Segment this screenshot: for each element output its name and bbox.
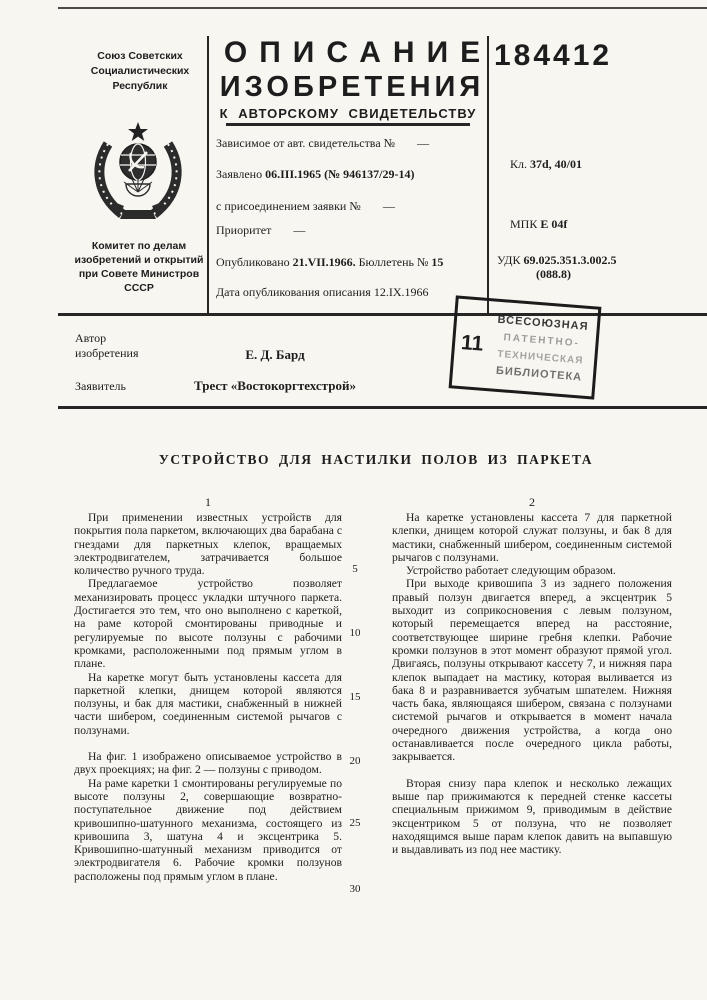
author-label: Автор изобретения: [75, 331, 139, 360]
field-label: Зависимое от авт. свидетельства №: [216, 136, 396, 150]
filed-date: 06.III.1965: [265, 167, 322, 181]
field-value: —: [293, 223, 306, 237]
class-value: 37d, 40/01: [530, 157, 583, 171]
field-description-published: [216, 285, 484, 300]
horizontal-rule-lower: [58, 406, 707, 409]
committee-name: [60, 239, 218, 295]
class-label: Кл.: [510, 157, 527, 171]
committee-line: Комитет по делам: [91, 240, 187, 252]
doc-type-title-line2: ИЗОБРЕТЕНИЯ: [219, 71, 485, 103]
stamp-text: [488, 311, 595, 387]
field-label: Заявлено: [216, 167, 263, 181]
filed-number: (№ 946137/29-14): [324, 167, 415, 181]
top-hairline: [58, 7, 707, 9]
subtitle-underline: [226, 123, 470, 126]
author-name: Е. Д. Бард: [245, 347, 305, 362]
paragraph: На каретке установлены кассета 7 для паркетной клепки, днищем которой служат ползуны, и бак 8 для мастики, снабженный шибером, соединенным системой рычагов с ползунами.: [392, 511, 672, 564]
paragraph: На каретке могут быть установлены кассета для паркетной клепки, днищем которой являются ползуны, и бак для мастики, снабженный в нижней части шибером, соединенным системой рычагов с ползунами.: [74, 670, 342, 737]
line-number: 25: [349, 817, 361, 829]
udc-class-secondary: (088.8): [536, 267, 571, 281]
paragraph: Предлагаемое устройство позволяет механизировать процесс укладки штучного паркета. Достигается это тем, что оно выполнено с кареткой, на раме которой смонтированы приводные и регулируемые по высоте ползуны с рабочими кромками, расположенными под прямым углом в плане.: [74, 577, 342, 671]
udc-class: [497, 253, 616, 268]
udc-value: 69.025.351.3.002.5: [523, 253, 617, 267]
bulletin-number: 15: [431, 255, 444, 269]
field-joined-application: [216, 199, 484, 214]
applicant-label: Заявитель: [75, 379, 126, 393]
stamp-line: БИБЛИОТЕКА: [495, 364, 583, 384]
field-value: —: [417, 136, 430, 150]
ipc-label: МПК: [510, 217, 538, 231]
description-column-2: [392, 511, 672, 856]
line-number: 10: [349, 627, 361, 639]
committee-line: изобретений и открытий: [74, 254, 204, 266]
field-label: Приоритет: [216, 223, 272, 237]
paragraph: При применении известных устройств для покрытия пола паркетом, включающих два барабана с гнездами для паркетных клепок, вращаемых электродвигателем, затрачивается большое количество ручного труда.: [74, 511, 342, 578]
stamp-line: ТЕХНИЧЕСКАЯ: [496, 348, 584, 367]
udc-label: УДК: [497, 253, 521, 267]
bulletin-label: Бюллетень №: [358, 255, 429, 269]
paragraph: Устройство работает следующим образом.: [406, 564, 616, 578]
paragraph: При выходе кривошипа 3 из заднего положения правый ползун двигается вперед, а эксцентрик 5 выходит из соприкосновения с левым ползуном, который перемещается вперед на расстояние, соответствующее ширине гребня клепки. Рабочие кромки ползунов в этот момент образуют прямой угол. Двигаясь, ползуны открывают кассету 7, и нижняя пара клепок выпадает на мастику, которая выливается из бака 8 и разравнивается зубчатым шпателем. Нижняя часть бака, являющаяся шибером, связана с ползунами системой рычагов и открывается в момент начала очередного движения устройства, а когда оно останавливается после очередного цикла работы, закрывается.: [392, 577, 672, 764]
ipc-class: [510, 217, 567, 232]
field-priority: [216, 223, 484, 238]
paragraph: На раме каретки 1 смонтированы регулируемые по высоте ползуны 2, совершающие возвратно-поступательное движение под действием кривошипно-шатунного механизма, состоящего из кривошипа 3, шатуна 4 и эксцентрика 5. Кривошипно-шатунный механизм приводится от электродвигателя 6. Рабочие кромки ползунов расположены под прямым углом в плане.: [74, 776, 342, 883]
country-line: Социалистических: [90, 65, 190, 77]
field-published: [216, 255, 484, 270]
stamp-number: 11: [460, 330, 485, 356]
column-1-number: 1: [205, 495, 211, 509]
description-column-1: [74, 511, 342, 883]
field-value: —: [382, 199, 395, 213]
invention-title: УСТРОЙСТВО ДЛЯ НАСТИЛКИ ПОЛОВ ИЗ ПАРКЕТА: [158, 452, 594, 467]
country-line: Союз Советских: [97, 50, 183, 62]
stamp-line: ВСЕСОЮЗНАЯ: [497, 313, 589, 333]
line-number: 30: [349, 883, 361, 895]
paragraph: Вторая снизу пара клепок и несколько лежащих выше пар прижимаются к передней стенке кассеты специальным прижимом 9, приводимым в действие эксцентриком 5 от ползуна, что не позволяет находящимся выше парам клепок давить на выпавшую и выдавливать из под нее мастику.: [392, 776, 672, 857]
national-class: [510, 157, 582, 172]
field-label: с присоединением заявки №: [216, 199, 361, 213]
published-date: 21.VII.1966.: [292, 255, 356, 269]
field-label: Дата опубликования описания: [216, 285, 371, 299]
field-filed: [216, 167, 484, 182]
horizontal-rule-upper: [58, 313, 707, 316]
country-line: Республик: [112, 80, 168, 92]
committee-line: СССР: [124, 282, 154, 294]
header-vertical-divider-left: [207, 36, 209, 313]
applicant-name: Трест «Востокоргтехстрой»: [194, 378, 356, 393]
ipc-value: E 04f: [540, 217, 568, 231]
doc-type-title-line1: ОПИСАНИЕ: [223, 36, 493, 69]
patent-number: 184412: [494, 39, 613, 72]
field-dependent-certificate: [216, 136, 484, 151]
line-number: 15: [349, 691, 361, 703]
library-stamp: [449, 295, 602, 399]
ussr-coat-of-arms-icon: [90, 120, 186, 229]
line-number: 20: [349, 755, 361, 767]
stamp-line: ПАТЕНТНО-: [503, 331, 581, 349]
doc-type-subtitle: К АВТОРСКОМУ СВИДЕТЕЛЬСТВУ: [219, 106, 477, 121]
paragraph: На фиг. 1 изображено описываемое устройство в двух проекциях; на фиг. 2 — ползуны с приводом.: [74, 750, 342, 777]
column-2-number: 2: [529, 495, 535, 509]
committee-line: при Совете Министров: [78, 268, 200, 280]
field-label: Опубликовано: [216, 255, 290, 269]
country-name: [70, 49, 210, 94]
desc-pub-date: 12.IX.1966: [373, 285, 429, 299]
line-number: 5: [352, 563, 358, 575]
